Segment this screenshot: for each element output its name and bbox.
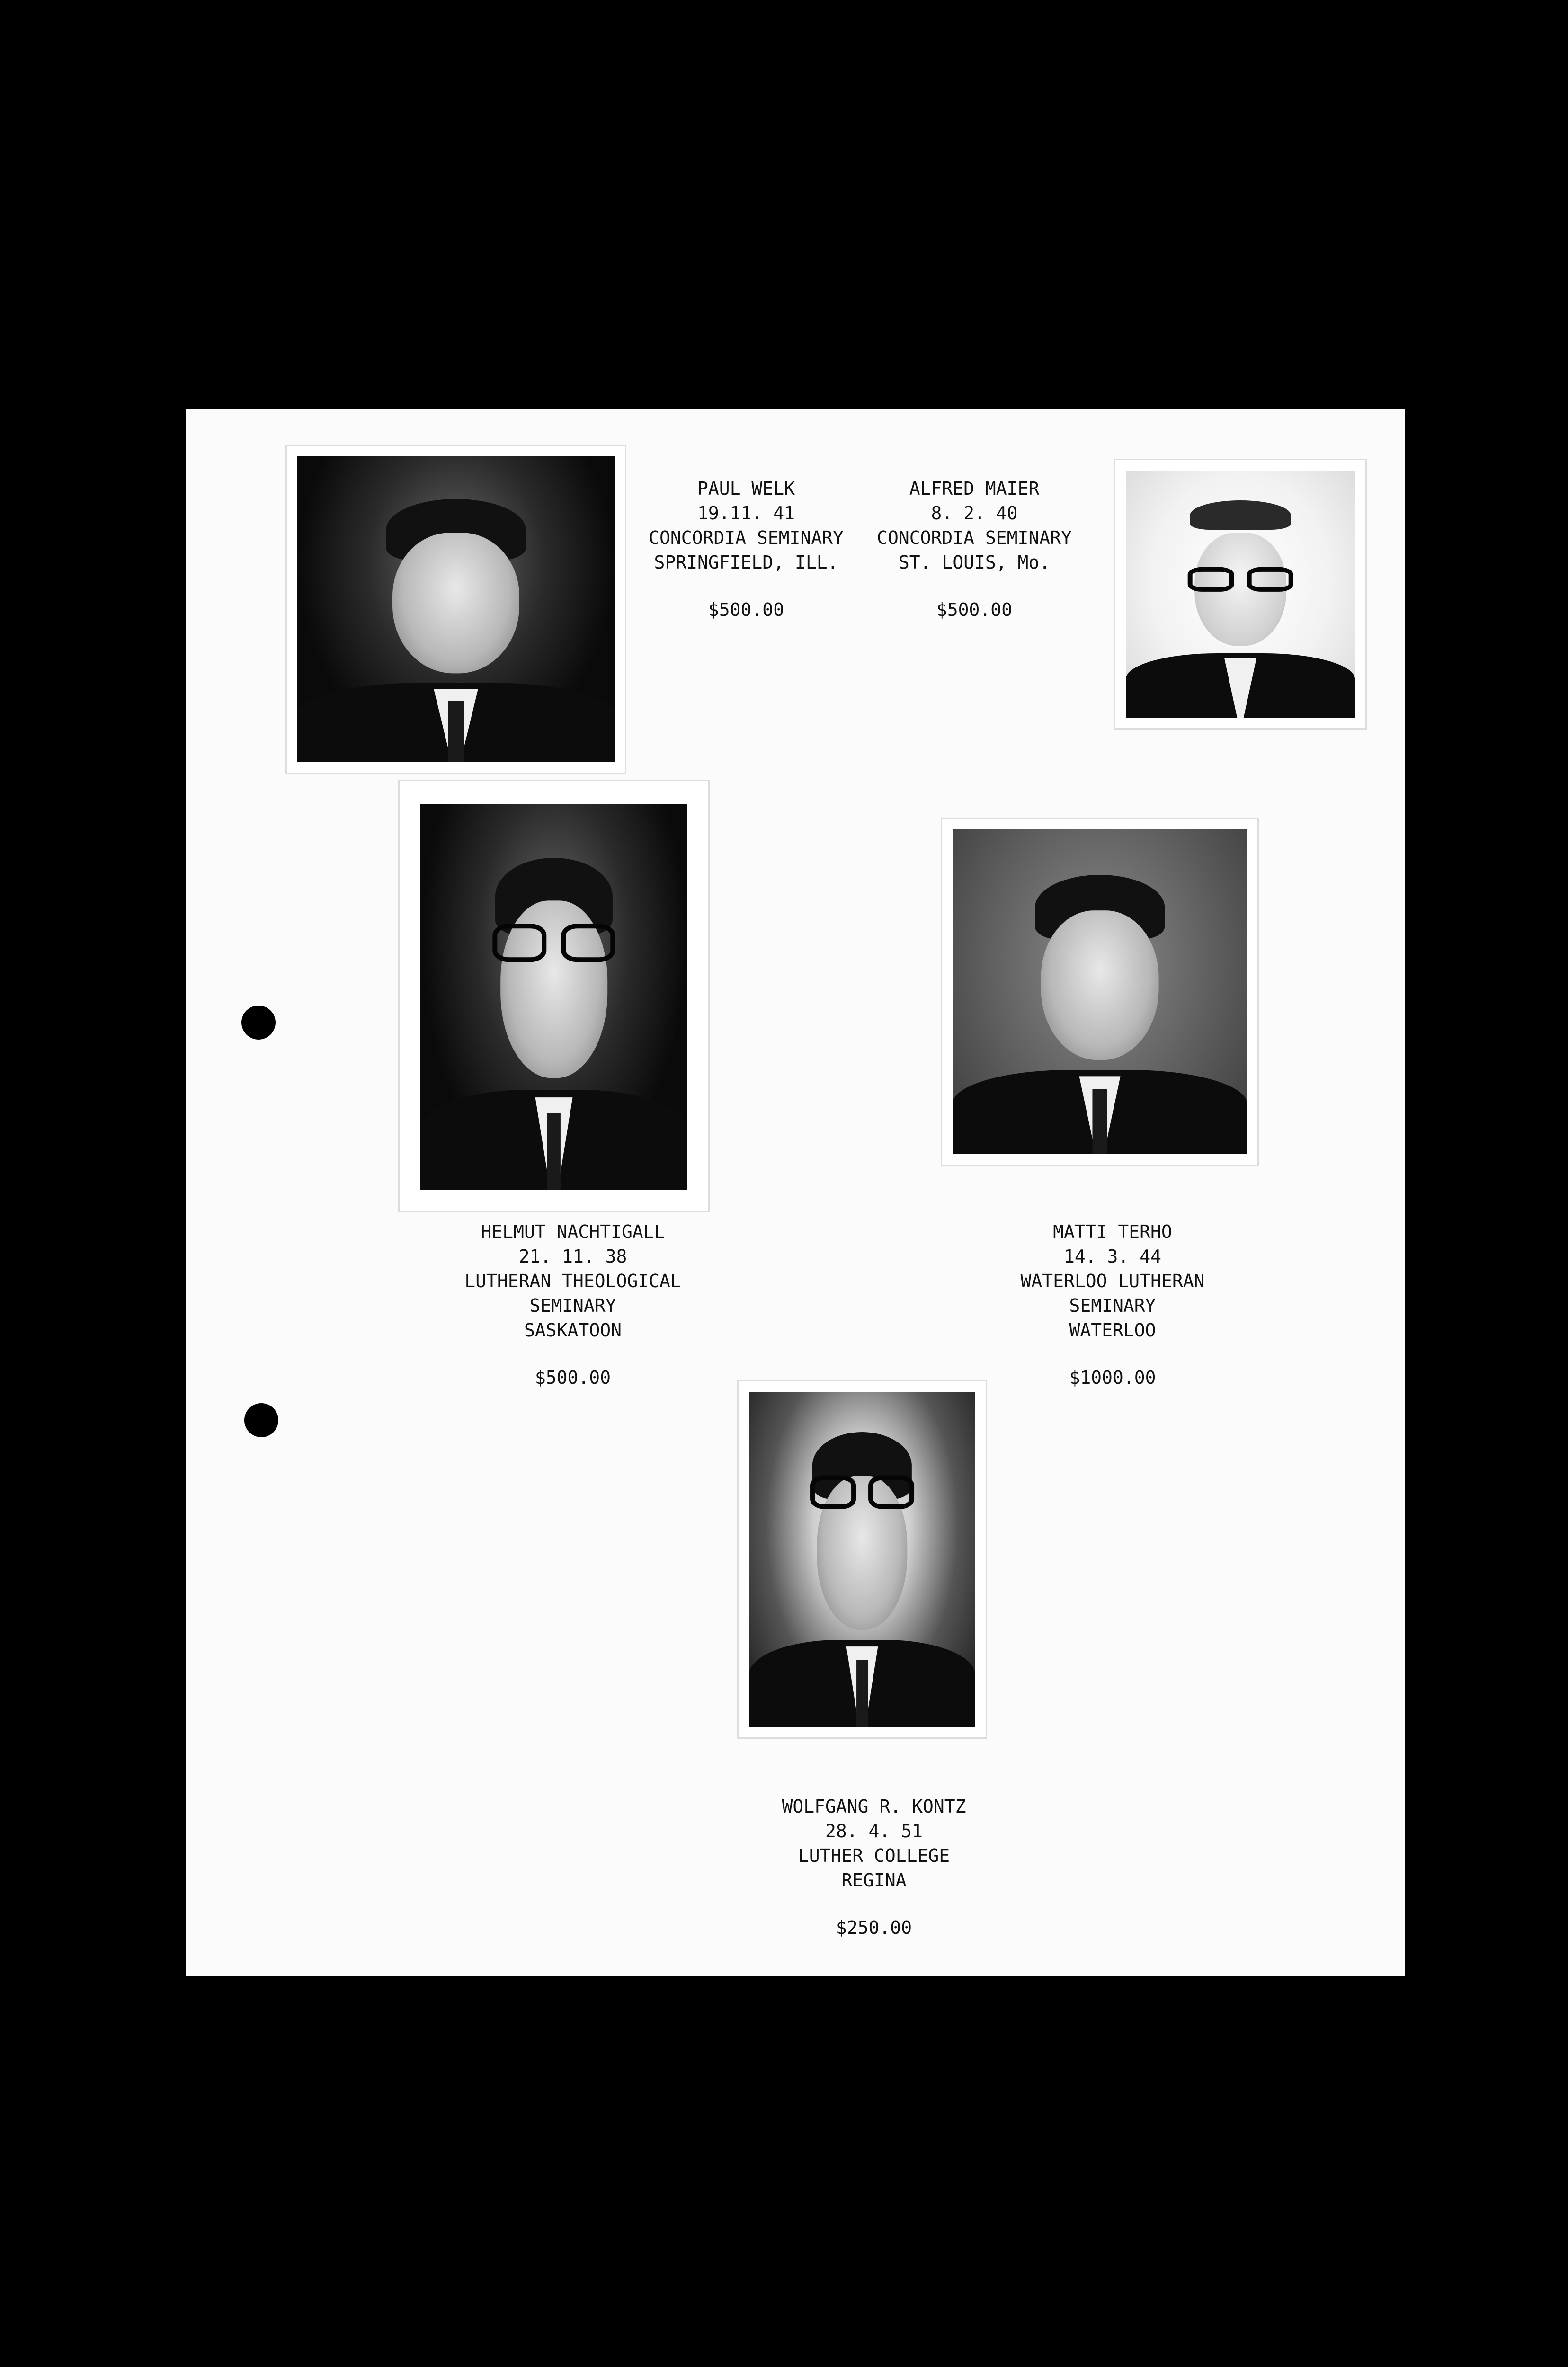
portrait-image xyxy=(297,456,615,762)
person-school-line: SPRINGFIELD, ILL. xyxy=(654,552,838,573)
person-name: HELMUT NACHTIGALL xyxy=(481,1221,665,1242)
portrait-photo-alfred-maier xyxy=(1115,460,1365,728)
bursary-amount: $250.00 xyxy=(836,1917,912,1938)
person-date: 8. 2. 40 xyxy=(931,503,1018,524)
person-school-line: REGINA xyxy=(841,1870,907,1891)
caption-matti-terho xyxy=(956,1219,1269,1390)
bursary-amount: $1000.00 xyxy=(1069,1367,1156,1388)
punch-hole-bottom xyxy=(244,1403,278,1437)
person-date: 14. 3. 44 xyxy=(1064,1246,1161,1267)
person-name: WOLFGANG R. KONTZ xyxy=(782,1796,966,1817)
portrait-photo-matti-terho xyxy=(942,819,1257,1165)
caption-helmut-nachtigall xyxy=(417,1219,729,1390)
person-school-line: ST. LOUIS, Mo. xyxy=(898,552,1051,573)
person-name: ALFRED MAIER xyxy=(909,478,1040,499)
person-date: 21. 11. 38 xyxy=(518,1246,627,1267)
person-school-line: LUTHERAN THEOLOGICAL xyxy=(464,1271,681,1291)
person-date: 28. 4. 51 xyxy=(825,1821,923,1842)
person-school-line: WATERLOO LUTHERAN xyxy=(1020,1271,1205,1291)
portrait-image xyxy=(953,829,1247,1154)
person-school-line: SASKATOON xyxy=(524,1320,622,1341)
person-school-line: WATERLOO xyxy=(1069,1320,1156,1341)
person-name: PAUL WELK xyxy=(697,478,795,499)
person-school-line: CONCORDIA SEMINARY xyxy=(877,527,1072,548)
bursary-amount: $500.00 xyxy=(535,1367,611,1388)
portrait-photo-helmut-nachtigall xyxy=(400,781,708,1211)
person-date: 19.11. 41 xyxy=(697,503,795,524)
portrait-image xyxy=(420,804,687,1190)
bursary-amount: $500.00 xyxy=(936,599,1013,620)
person-name: MATTI TERHO xyxy=(1053,1221,1172,1242)
portrait-image xyxy=(1126,471,1355,718)
person-school-line: CONCORDIA SEMINARY xyxy=(649,527,844,548)
person-school-line: SEMINARY xyxy=(529,1295,616,1316)
person-school-line: LUTHER COLLEGE xyxy=(798,1845,950,1866)
portrait-photo-paul-welk xyxy=(287,446,625,773)
portrait-photo-wolfgang-kontz xyxy=(739,1381,986,1737)
caption-alfred-maier xyxy=(842,476,1107,622)
person-school-line: SEMINARY xyxy=(1069,1295,1156,1316)
bursary-amount: $500.00 xyxy=(708,599,784,620)
caption-wolfgang-kontz xyxy=(727,1794,1021,1940)
caption-paul-welk xyxy=(614,476,879,622)
portrait-image xyxy=(749,1392,975,1727)
punch-hole-top xyxy=(241,1006,276,1040)
